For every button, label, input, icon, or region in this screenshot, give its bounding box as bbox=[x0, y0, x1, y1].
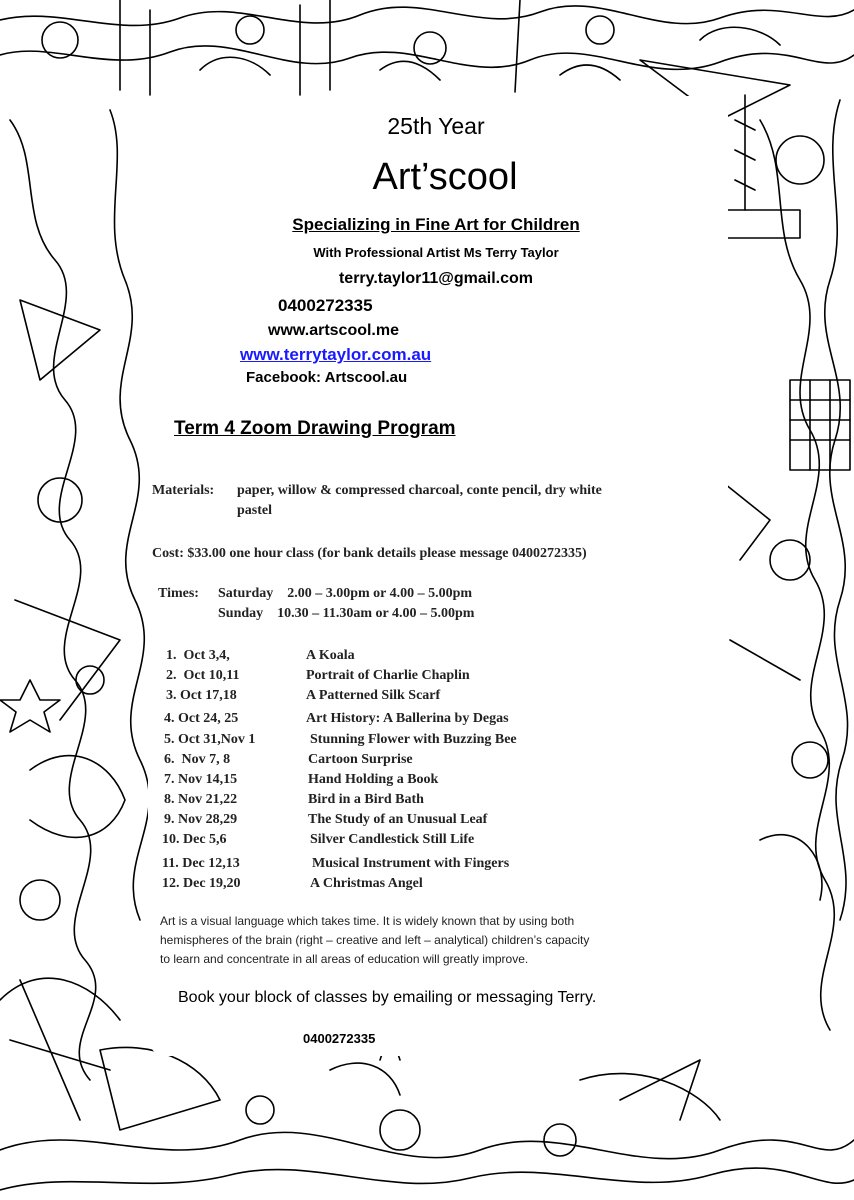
call-to-action: Book your block of classes by emailing or messaging Terry. bbox=[178, 989, 597, 1006]
times-label: Times: bbox=[158, 586, 199, 601]
facebook-text: Facebook: Artscool.au bbox=[246, 369, 408, 386]
session-topic: Musical Instrument with Fingers bbox=[312, 856, 510, 871]
session-date: 7. Nov 14,15 bbox=[164, 772, 238, 787]
paragraph-line-3: to learn and concentrate in all areas of education will greatly improve. bbox=[160, 952, 529, 966]
session-date: 5. Oct 31,Nov 1 bbox=[164, 732, 256, 747]
paragraph-line-1: Art is a visual language which takes time. It is widely known that by using both bbox=[160, 914, 575, 928]
email-text: terry.taylor11@gmail.com bbox=[338, 270, 534, 287]
materials-label: Materials: bbox=[152, 483, 215, 498]
program-title: Term 4 Zoom Drawing Program bbox=[174, 418, 456, 439]
session-date: 12. Dec 19,20 bbox=[162, 876, 241, 891]
session-topic: The Study of an Unusual Leaf bbox=[308, 812, 488, 827]
session-topic: Art History: A Ballerina by Degas bbox=[306, 711, 509, 726]
session-date: 6. Nov 7, 8 bbox=[164, 752, 231, 767]
school-name-title: Art’scool bbox=[372, 156, 518, 198]
session-topic: A Christmas Angel bbox=[310, 876, 423, 891]
anniversary-heading: 25th Year bbox=[387, 113, 485, 139]
session-topic: Portrait of Charlie Chaplin bbox=[306, 668, 470, 683]
session-topic: A Koala bbox=[306, 648, 355, 663]
footer-phone: 0400272335 bbox=[303, 1031, 376, 1046]
session-date: 1. Oct 3,4, bbox=[166, 648, 230, 663]
session-topic: A Patterned Silk Scarf bbox=[306, 688, 441, 703]
session-topic: Stunning Flower with Buzzing Bee bbox=[310, 732, 517, 747]
session-date: 2. Oct 10,11 bbox=[166, 668, 240, 683]
session-topic: Hand Holding a Book bbox=[308, 772, 439, 787]
paragraph-line-2: hemispheres of the brain (right – creative and left – analytical) children’s capacity bbox=[160, 933, 590, 947]
materials-line-1: paper, willow & compressed charcoal, conte pencil, dry white bbox=[237, 483, 602, 498]
website-text: www.artscool.me bbox=[268, 322, 399, 339]
cost-line: Cost: $33.00 one hour class (for bank details please message 0400272335) bbox=[152, 546, 587, 561]
session-topic: Silver Candlestick Still Life bbox=[310, 832, 475, 847]
session-date: 3. Oct 17,18 bbox=[166, 688, 237, 703]
flyer-content-panel bbox=[148, 96, 728, 1056]
session-topic: Bird in a Bird Bath bbox=[308, 792, 424, 807]
phone-text: 0400272335 bbox=[278, 296, 373, 315]
artist-line: With Professional Artist Ms Terry Taylor bbox=[313, 245, 559, 260]
session-schedule-list bbox=[162, 648, 682, 898]
session-date: 8. Nov 21,22 bbox=[164, 792, 238, 807]
session-date: 4. Oct 24, 25 bbox=[164, 711, 239, 726]
tagline: Specializing in Fine Art for Children bbox=[292, 215, 580, 234]
times-sunday: Sunday 10.30 – 11.30am or 4.00 – 5.00pm bbox=[218, 606, 475, 621]
website-link[interactable]: www.terrytaylor.com.au bbox=[240, 345, 432, 364]
materials-line-2: pastel bbox=[237, 503, 272, 518]
times-saturday: Saturday 2.00 – 3.00pm or 4.00 – 5.00pm bbox=[218, 586, 473, 601]
session-date: 11. Dec 12,13 bbox=[162, 856, 240, 871]
session-date: 10. Dec 5,6 bbox=[162, 832, 227, 847]
session-topic: Cartoon Surprise bbox=[308, 752, 413, 767]
session-date: 9. Nov 28,29 bbox=[164, 812, 238, 827]
